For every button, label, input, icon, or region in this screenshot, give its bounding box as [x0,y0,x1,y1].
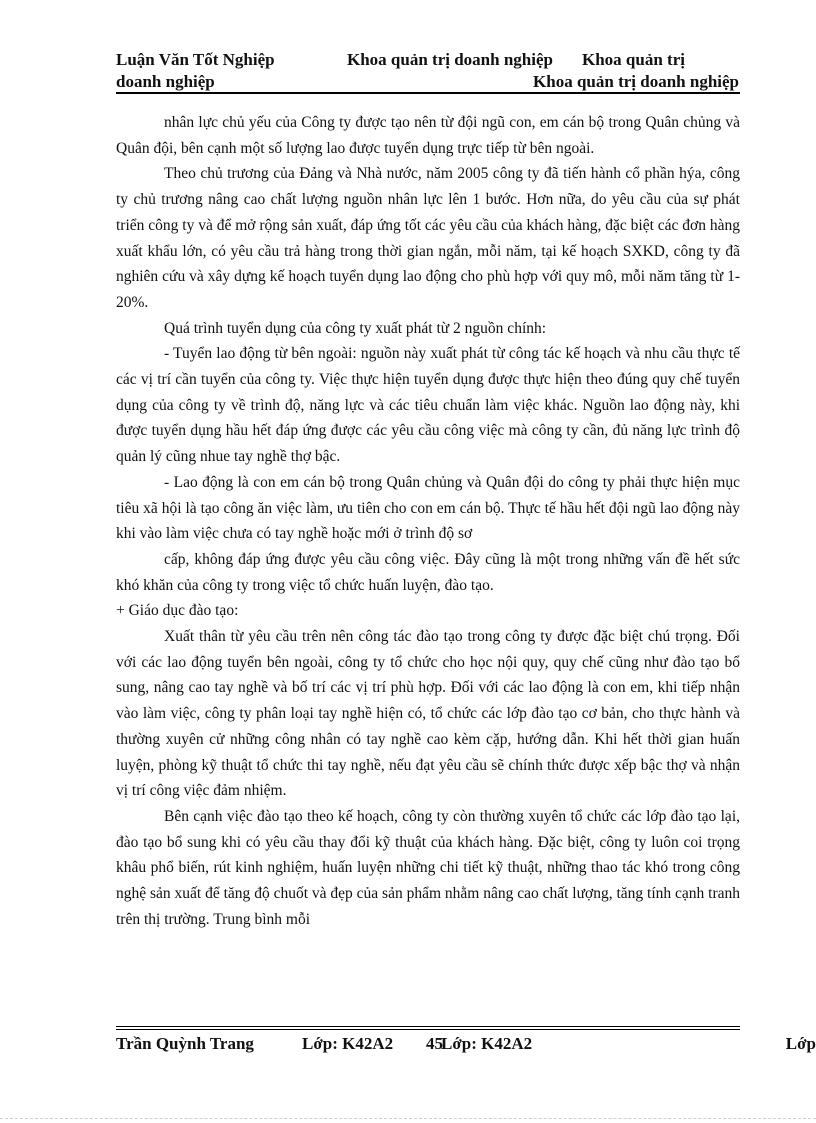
section-heading: + Giáo dục đào tạo: [116,602,239,620]
page-separator [0,1118,816,1119]
paragraph-1: nhân lực chủ yếu của Công ty được tạo nên từ đội ngũ con, em cán bộ trong Quân chủng và Quân đội, bên cạnh một số lượng lao được tuyển dụng trực tiếp từ bên ngoài. [116,114,740,157]
paragraph-4: - Tuyển lao động từ bên ngoài: nguồn này xuất phát từ công tác kế hoạch và nhu cầu thực tế các vị trí cần tuyển của công ty. Việc thực hiện tuyển dụng được thực hiện theo đúng quy chế tuyển dụng của công ty về trình độ, năng lực và các tiêu chuẩn làm việc khác. Nguồn lao động này, khi được tuyển dụng hầu hết đáp ứng được các yêu cầu công việc mà công ty cần, đủ năng lực trình độ quản lý cũng nhue tay nghề thợ bậc. [116,345,740,466]
footer-class-overflow: Lớp [785,1034,816,1053]
header-rule [116,92,740,94]
page-number: 45 [426,1034,443,1053]
footer-author: Trần Quỳnh Trang [116,1034,254,1053]
paragraph-7: Xuất thân từ yêu cầu trên nên công tác đào tạo trong công ty được đặc biệt chú trọng. Đối với các lao động tuyển bên ngoài, công ty tổ chức cho học nội quy, quy chế cũng như đào tạo bổ sung, nâng cao tay nghề và bố trí các vị trí phù hợp. Đối với các lao động là con em, khi tiếp nhận vào làm việc, công ty phân loại tay nghề hiện có, tổ chức các lớp đào tạo cơ bản, cho thực hành và thường xuyên cử những công nhân có tay nghề cao kèm cặp, hướng dẫn. Khi hết thời gian huấn luyện, phòng kỹ thuật tổ chức thi tay nghề, nếu đạt yêu cầu sẽ chính thức được xếp bậc thợ và nhận vị trí công việc đảm nhiệm. [116,628,740,800]
paragraph-6: cấp, không đáp ứng được yêu cầu công việc. Đây cũng là một trong những vấn đề hết sức khó khăn của công ty trong việc tổ chức huấn luyện, đào tạo. [116,550,740,594]
paragraph-8: Bên cạnh việc đào tạo theo kế hoạch, công ty còn thường xuyên tổ chức các lớp đào tạo lại, đào tạo bổ sung khi có yêu cầu thay đổi kỹ thuật của khách hàng. Đặc biệt, công ty luôn coi trọng khâu phổ biến, rút kinh nghiệm, huấn luyện những chi tiết kỹ thuật, những thao tác khó trong công nghệ sản xuất để tăng độ chuốt và đẹp của sản phẩm nhằm nâng cao chất lượng, tăng tính cạnh tranh trên thị trường. Trung bình mỗi [116,807,740,928]
header-department-repeat: Khoa quản trị doanh nghiệp [533,72,739,91]
paragraph-3: Quá trình tuyển dụng của công ty xuất phát từ 2 nguồn chính: [164,319,547,337]
header-department: Khoa quản trị doanh nghiệp [347,50,553,69]
footer-class-repeat: Lớp: K42A2 [441,1034,533,1053]
paragraph-5: - Lao động là con em cán bộ trong Quân chủng và Quân đội do công ty phải thực hiện mục tiêu xã hội là tạo công ăn việc làm, ưu tiên cho con em cán bộ. Thực tế hầu hết đội ngũ lao động này khi vào làm việc chưa có tay nghề hoặc mới ở trình độ sơ [116,473,740,543]
header-title: Luận Văn Tốt Nghiệp [116,50,275,69]
header-department-overflow: Khoa quản trị [582,50,685,69]
document-body [116,110,740,933]
footer-class: Lớp: K42A2 [302,1034,394,1053]
footer-rule [116,1026,740,1030]
header-department-continued: doanh nghiệp [116,72,215,91]
paragraph-2: Theo chủ trương của Đảng và Nhà nước, năm 2005 công ty đã tiến hành cổ phần hýa, công ty chủ trương nâng cao chất lượng nguồn nhân lực lên 1 bước. Hơn nữa, do yêu cầu của sự phát triển công ty và để mở rộng sản xuất, đáp ứng tốt các yêu cầu của khách hàng, đặc biệt các đơn hàng xuất khẩu lớn, có yêu cầu trả hàng trong thời gian ngắn, mỗi năm, tại kế hoạch SXKD, công ty đã nghiên cứu và xây dựng kế hoạch tuyển dụng lao động cho phù hợp với quy mô, mỗi năm tăng từ 1-20%. [116,165,740,311]
